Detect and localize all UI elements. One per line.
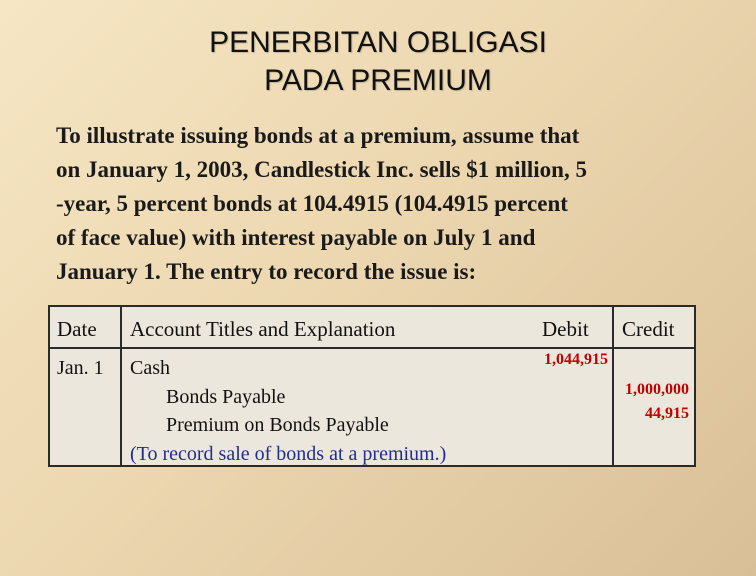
intro-line: -year, 5 percent bonds at 104.4915 (104.4915 percent xyxy=(56,191,568,216)
journal-entry-table xyxy=(48,305,696,467)
intro-paragraph xyxy=(56,119,716,289)
intro-line: of face value) with interest payable on July 1 and xyxy=(56,225,536,250)
header-credit: Credit xyxy=(622,317,675,341)
credit-account-1: Bonds Payable xyxy=(166,386,286,408)
credit-amount-2: 44,915 xyxy=(645,405,689,422)
column-divider xyxy=(120,307,122,465)
header-debit: Debit xyxy=(542,317,589,341)
debit-amount: 1,044,915 xyxy=(544,351,608,368)
credit-amount-1: 1,000,000 xyxy=(625,381,689,398)
header-date: Date xyxy=(57,317,97,341)
entry-date: Jan. 1 xyxy=(57,357,104,379)
title-line-1: PENERBITAN OBLIGASI xyxy=(209,26,547,59)
entry-explanation: (To record sale of bonds at a premium.) xyxy=(130,443,447,465)
title-line-2: PADA PREMIUM xyxy=(264,64,492,97)
slide-title xyxy=(0,24,756,100)
header-divider xyxy=(50,347,694,349)
credit-account-2: Premium on Bonds Payable xyxy=(166,414,389,436)
intro-line: January 1. The entry to record the issue is: xyxy=(56,259,477,284)
header-account: Account Titles and Explanation xyxy=(130,317,396,341)
column-divider xyxy=(612,307,614,465)
intro-line: To illustrate issuing bonds at a premium, assume that xyxy=(56,123,580,148)
intro-line: on January 1, 2003, Candlestick Inc. sells $1 million, 5 xyxy=(56,157,587,182)
debit-account: Cash xyxy=(130,357,170,379)
